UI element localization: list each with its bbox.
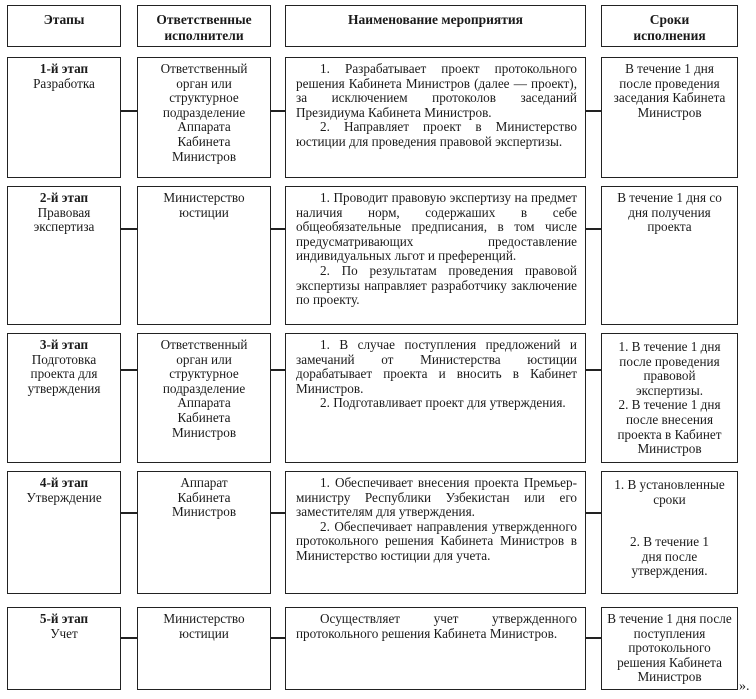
activity-cell-4 — [285, 471, 586, 594]
connector-line — [121, 512, 137, 514]
deadline-cell-5 — [601, 607, 738, 690]
stage-cell-2 — [7, 186, 121, 325]
header-deadline — [601, 5, 738, 47]
stage-cell-5 — [7, 607, 121, 690]
stage-name: Правовая экспертиза — [33, 204, 95, 235]
stage-number: 5-й этап — [39, 611, 89, 626]
connector-line — [121, 637, 137, 639]
connector-line — [271, 110, 285, 112]
executor-cell-5 — [137, 607, 271, 690]
executor-cell-2 — [137, 186, 271, 325]
header-activity-label: Наименование мероприятия — [348, 12, 523, 27]
activity-item: 2. Обеспечивает направления утвержденного протокольного решения Кабинета Министров в Министерство юстиции для учета. — [296, 518, 577, 563]
deadline-cell-3 — [601, 333, 738, 463]
deadline-cell-1 — [601, 57, 738, 178]
activity-item: 2. Подготавливает проект для утверждения. — [320, 395, 566, 411]
activity-item: 1. В случае поступления предложений и замечаний от Министерства юстиции дорабатывает проекта и вносить в Кабинет Министров. — [296, 337, 577, 396]
stage-number: 2-й этап — [39, 190, 89, 205]
connector-line — [271, 637, 285, 639]
deadline-cell-4 — [601, 471, 738, 594]
connector-line — [586, 512, 601, 514]
deadline-text: В течение 1 дня со дня получения проекта — [617, 190, 722, 235]
deadline-text: В течение 1 дня после проведения заседания Кабинета Министров — [613, 61, 726, 120]
activity-cell-2 — [285, 186, 586, 325]
connector-line — [586, 110, 601, 112]
connector-line — [586, 369, 601, 371]
activity-item: 1. Проводит правовую экспертизу на предмет наличия норм, содержаших в себе общеобязательные предписания, в том числе предусматривающих предоставление индивидуальных льгот и преференций. — [296, 190, 577, 264]
header-executors-label: Ответственные исполнители — [156, 12, 252, 43]
connector-line — [121, 369, 137, 371]
executor-cell-1 — [137, 57, 271, 178]
stage-name: Учет — [50, 625, 78, 641]
connector-line — [586, 637, 601, 639]
executor-text: Ответственный орган или структурное подразделение Аппарата Кабинета Министров — [160, 337, 248, 440]
activity-item: 2. Направляет проект в Министерство юстиции для проведения правовой экспертизы. — [296, 119, 577, 149]
executor-cell-4 — [137, 471, 271, 594]
connector-line — [271, 369, 285, 371]
connector-line — [586, 228, 601, 230]
activity-item: 1. Обеспечивает внесения проекта Премьер-министру Республики Узбекистан или его заместителям для утверждения. — [296, 475, 577, 520]
activity-cell-1 — [285, 57, 586, 178]
deadline-text: 2. В течение 1 дня после внесения проекта в Кабинет Министров — [617, 397, 722, 457]
stage-number: 3-й этап — [39, 337, 89, 352]
deadline-text: 1. В установленные сроки — [614, 477, 725, 507]
executor-text: Аппарат Кабинета Министров — [171, 475, 237, 520]
deadline-text: В течение 1 дня после поступления протокольного решения Кабинета Министров — [607, 611, 732, 685]
connector-line — [121, 228, 137, 230]
executor-text: Ответственный орган или структурное подразделение Аппарата Кабинета Министров — [160, 61, 248, 164]
deadline-text: 2. В течение 1 дня после утверждения. — [630, 534, 709, 579]
connector-line — [271, 512, 285, 514]
header-stages — [7, 5, 121, 47]
activity-cell-5 — [285, 607, 586, 690]
connector-line — [121, 110, 137, 112]
stage-number: 4-й этап — [39, 475, 89, 490]
header-activity — [285, 5, 586, 47]
stage-name: Подготовка проекта для утверждения — [27, 351, 101, 396]
activity-item: Осуществляет учет утвержденного протокольного решения Кабинета Министров. — [296, 611, 577, 641]
deadline-cell-2 — [601, 186, 738, 325]
stage-name: Утверждение — [26, 489, 102, 505]
header-stages-label: Этапы — [43, 12, 85, 27]
stage-name: Разработка — [33, 75, 95, 91]
stage-cell-4 — [7, 471, 121, 594]
connector-line — [271, 228, 285, 230]
activity-cell-3 — [285, 333, 586, 463]
activity-item: 1. Разрабатывает проект протокольного решения Кабинета Министров (далее — проект), за исключением протоколов заседаний Президиума Кабинета Министров. — [296, 61, 577, 120]
stage-number: 1-й этап — [39, 61, 89, 76]
activity-item: 2. По результатам проведения правовой экспертизы направляет разработчику заключение по проекту. — [296, 262, 577, 308]
executor-text: Министерство юстиции — [163, 611, 245, 641]
stage-cell-3 — [7, 333, 121, 463]
executor-cell-3 — [137, 333, 271, 463]
closing-quote-mark: ». — [739, 679, 750, 694]
stage-cell-1 — [7, 57, 121, 178]
header-executors — [137, 5, 271, 47]
header-deadline-label: Сроки исполнения — [633, 12, 706, 43]
deadline-text: 1. В течение 1 дня после проведения правовой экспертизы. — [618, 339, 721, 398]
executor-text: Министерство юстиции — [163, 190, 245, 220]
spacer — [610, 507, 729, 535]
